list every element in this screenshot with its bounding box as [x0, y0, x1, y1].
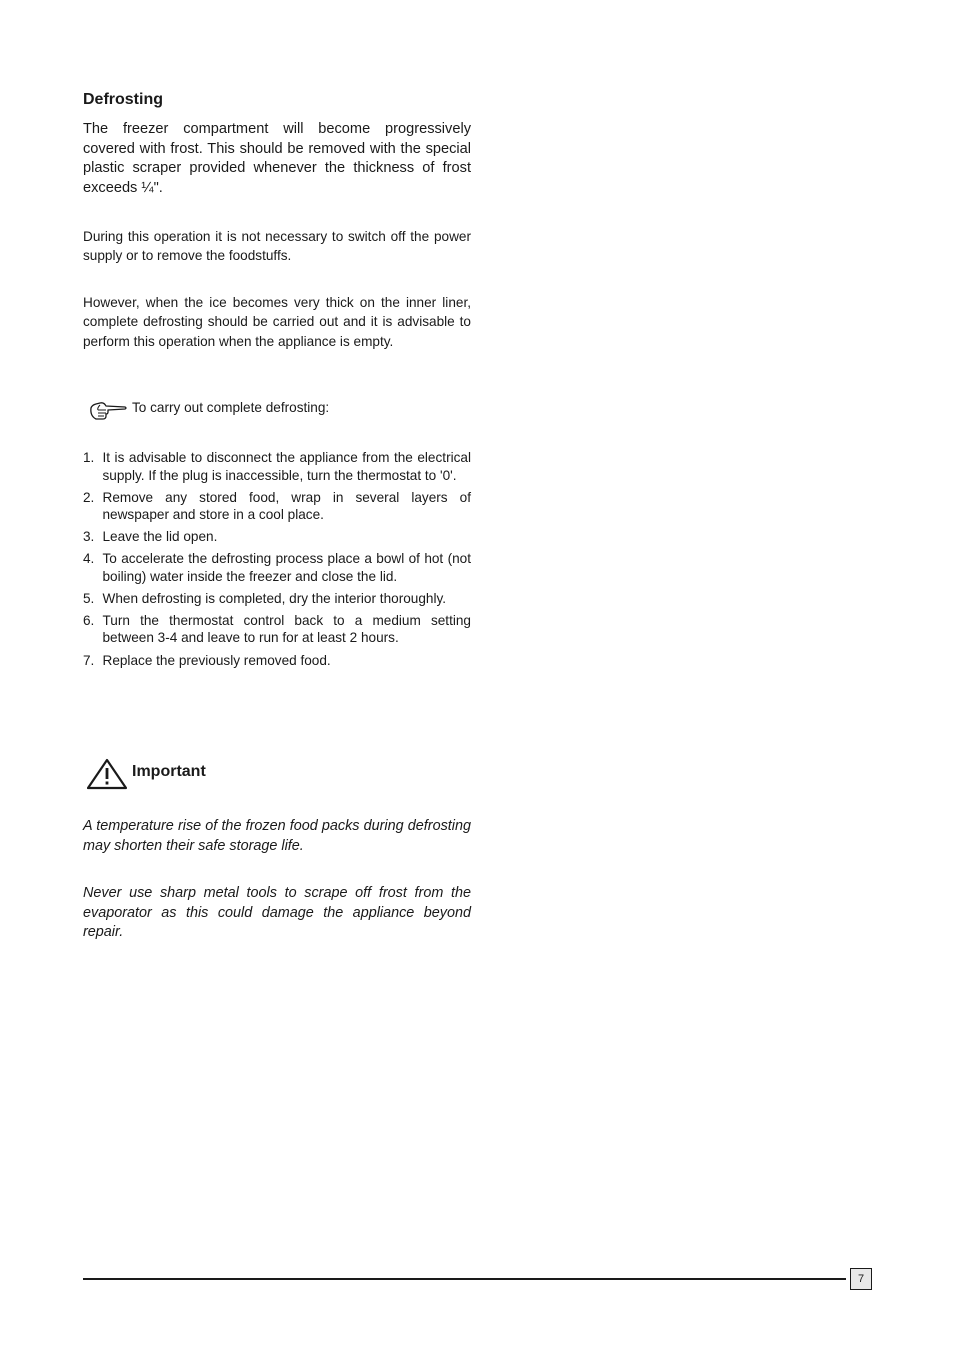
defrost-steps-list: [83, 449, 471, 674]
list-item: 5. When defrosting is completed, dry the interior thoroughly.: [83, 590, 447, 606]
footer-rule: [83, 1278, 846, 1280]
page-number: 7: [850, 1268, 872, 1290]
paragraph-complete-defrosting: However, when the ice becomes very thick on the inner liner, complete defrosting should be carried out and it is advisable to perform this operation when the appliance is empty.: [83, 295, 471, 349]
list-item: 7. Replace the previously removed food.: [83, 652, 331, 668]
paragraph-power-supply: During this operation it is not necessary to switch off the power supply or to remove the foodstuffs.: [83, 229, 471, 264]
intro-paragraph: The freezer compartment will become progressively covered with frost. This should be removed with the special plastic scraper provided whenever the thickness of frost exceeds ¼".: [83, 121, 471, 196]
list-item: 4. To accelerate the defrosting process place a bowl of hot (not boiling) water inside the freezer and close the lid.: [83, 551, 471, 584]
list-item: 2. Remove any stored food, wrap in several layers of newspaper and store in a cool place.: [83, 489, 471, 523]
important-note-temperature: A temperature rise of the frozen food packs during defrosting may shorten their safe storage life.: [83, 818, 471, 854]
list-item: 6. Turn the thermostat control back to a medium setting between 3-4 and leave to run for at least 2 hours.: [83, 612, 471, 646]
note-callout: [86, 398, 476, 424]
warning-triangle-icon: [87, 758, 127, 790]
pointing-hand-icon: [89, 401, 127, 421]
important-heading: [86, 756, 286, 792]
list-item: 3. Leave the lid open.: [83, 529, 218, 545]
section-title: Defrosting: [83, 91, 163, 108]
list-item: 1. It is advisable to disconnect the appliance from the electrical supply. If the plug is inaccessible, turn the thermostat to '0'.: [83, 450, 471, 483]
important-note-tools: Never use sharp metal tools to scrape off frost from the evaporator as this could damage the appliance beyond repair.: [83, 885, 471, 941]
note-text: To carry out complete defrosting:: [132, 400, 330, 415]
important-label: Important: [132, 763, 206, 780]
